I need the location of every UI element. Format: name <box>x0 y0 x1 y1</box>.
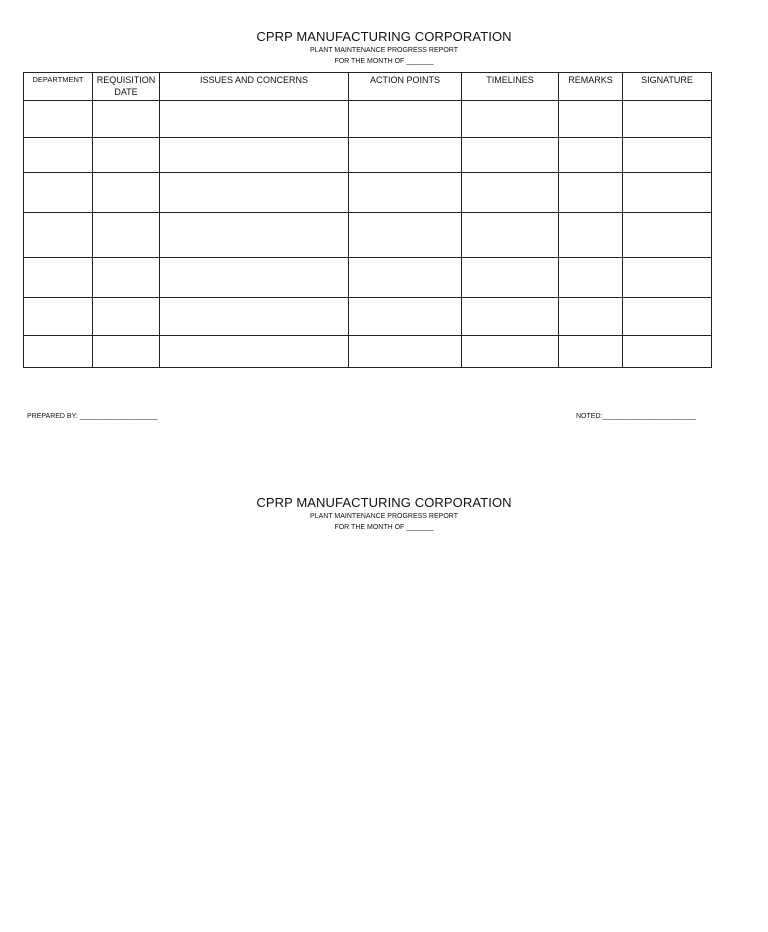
table-header-row <box>24 73 712 101</box>
table-row <box>24 173 712 213</box>
table-cell[interactable] <box>160 138 349 173</box>
table-cell[interactable] <box>559 138 623 173</box>
table-cell[interactable] <box>623 173 712 213</box>
table-cell[interactable] <box>462 213 559 258</box>
table-cell[interactable] <box>462 336 559 368</box>
table-cell[interactable] <box>93 258 160 298</box>
table-cell[interactable] <box>349 138 462 173</box>
table-row <box>24 258 712 298</box>
table-cell[interactable] <box>462 258 559 298</box>
table-cell[interactable] <box>24 298 93 336</box>
table-row <box>24 101 712 138</box>
table-cell[interactable] <box>623 298 712 336</box>
table-cell[interactable] <box>349 101 462 138</box>
table-cell[interactable] <box>623 336 712 368</box>
table-row <box>24 213 712 258</box>
table-cell[interactable] <box>93 173 160 213</box>
table-cell[interactable] <box>462 298 559 336</box>
table-cell[interactable] <box>623 213 712 258</box>
form-heading-repeat <box>0 495 768 533</box>
table-cell[interactable] <box>462 138 559 173</box>
column-header-timelines: TIMELINES <box>462 73 559 101</box>
table-cell[interactable] <box>160 101 349 138</box>
company-name: CPRP MANUFACTURING CORPORATION <box>256 495 512 510</box>
column-header-department: DEPARTMENT <box>24 73 93 101</box>
table-cell[interactable] <box>462 173 559 213</box>
table-cell[interactable] <box>160 298 349 336</box>
table-cell[interactable] <box>160 258 349 298</box>
noted-line: NOTED:________________________ <box>576 413 696 420</box>
month-line: FOR THE MONTH OF _______ <box>334 524 434 531</box>
prepared-by-line: PREPARED BY: ____________________ <box>27 413 158 420</box>
table-cell[interactable] <box>24 173 93 213</box>
table-cell[interactable] <box>24 138 93 173</box>
table-cell[interactable] <box>24 213 93 258</box>
table-cell[interactable] <box>559 101 623 138</box>
company-name: CPRP MANUFACTURING CORPORATION <box>256 29 512 44</box>
table-cell[interactable] <box>559 298 623 336</box>
table-cell[interactable] <box>559 336 623 368</box>
month-line: FOR THE MONTH OF _______ <box>334 58 434 65</box>
table-cell[interactable] <box>623 138 712 173</box>
table-row <box>24 138 712 173</box>
table-row <box>24 336 712 368</box>
column-header-signature: SIGNATURE <box>623 73 712 101</box>
table-cell[interactable] <box>623 101 712 138</box>
table-cell[interactable] <box>93 138 160 173</box>
table-cell[interactable] <box>160 336 349 368</box>
form-heading <box>0 29 768 67</box>
table-cell[interactable] <box>349 213 462 258</box>
table-cell[interactable] <box>93 101 160 138</box>
table-row <box>24 298 712 336</box>
table-cell[interactable] <box>93 213 160 258</box>
column-header-issues-and-concerns: ISSUES AND CONCERNS <box>160 73 349 101</box>
table-cell[interactable] <box>93 336 160 368</box>
table-cell[interactable] <box>349 298 462 336</box>
table-cell[interactable] <box>160 213 349 258</box>
progress-report-table <box>23 72 712 368</box>
table-cell[interactable] <box>24 101 93 138</box>
table-cell[interactable] <box>559 173 623 213</box>
column-header-action-points: ACTION POINTS <box>349 73 462 101</box>
report-title: PLANT MAINTENANCE PROGRESS REPORT <box>310 47 458 54</box>
table-cell[interactable] <box>93 298 160 336</box>
table-cell[interactable] <box>623 258 712 298</box>
report-title: PLANT MAINTENANCE PROGRESS REPORT <box>310 513 458 520</box>
table-cell[interactable] <box>24 336 93 368</box>
table-cell[interactable] <box>462 101 559 138</box>
table-cell[interactable] <box>349 173 462 213</box>
table-cell[interactable] <box>24 258 93 298</box>
table-cell[interactable] <box>349 258 462 298</box>
table-cell[interactable] <box>349 336 462 368</box>
table-cell[interactable] <box>559 213 623 258</box>
table-cell[interactable] <box>559 258 623 298</box>
column-header-requisition-date: REQUISITION DATE <box>93 73 160 101</box>
column-header-remarks: REMARKS <box>559 73 623 101</box>
table-cell[interactable] <box>160 173 349 213</box>
